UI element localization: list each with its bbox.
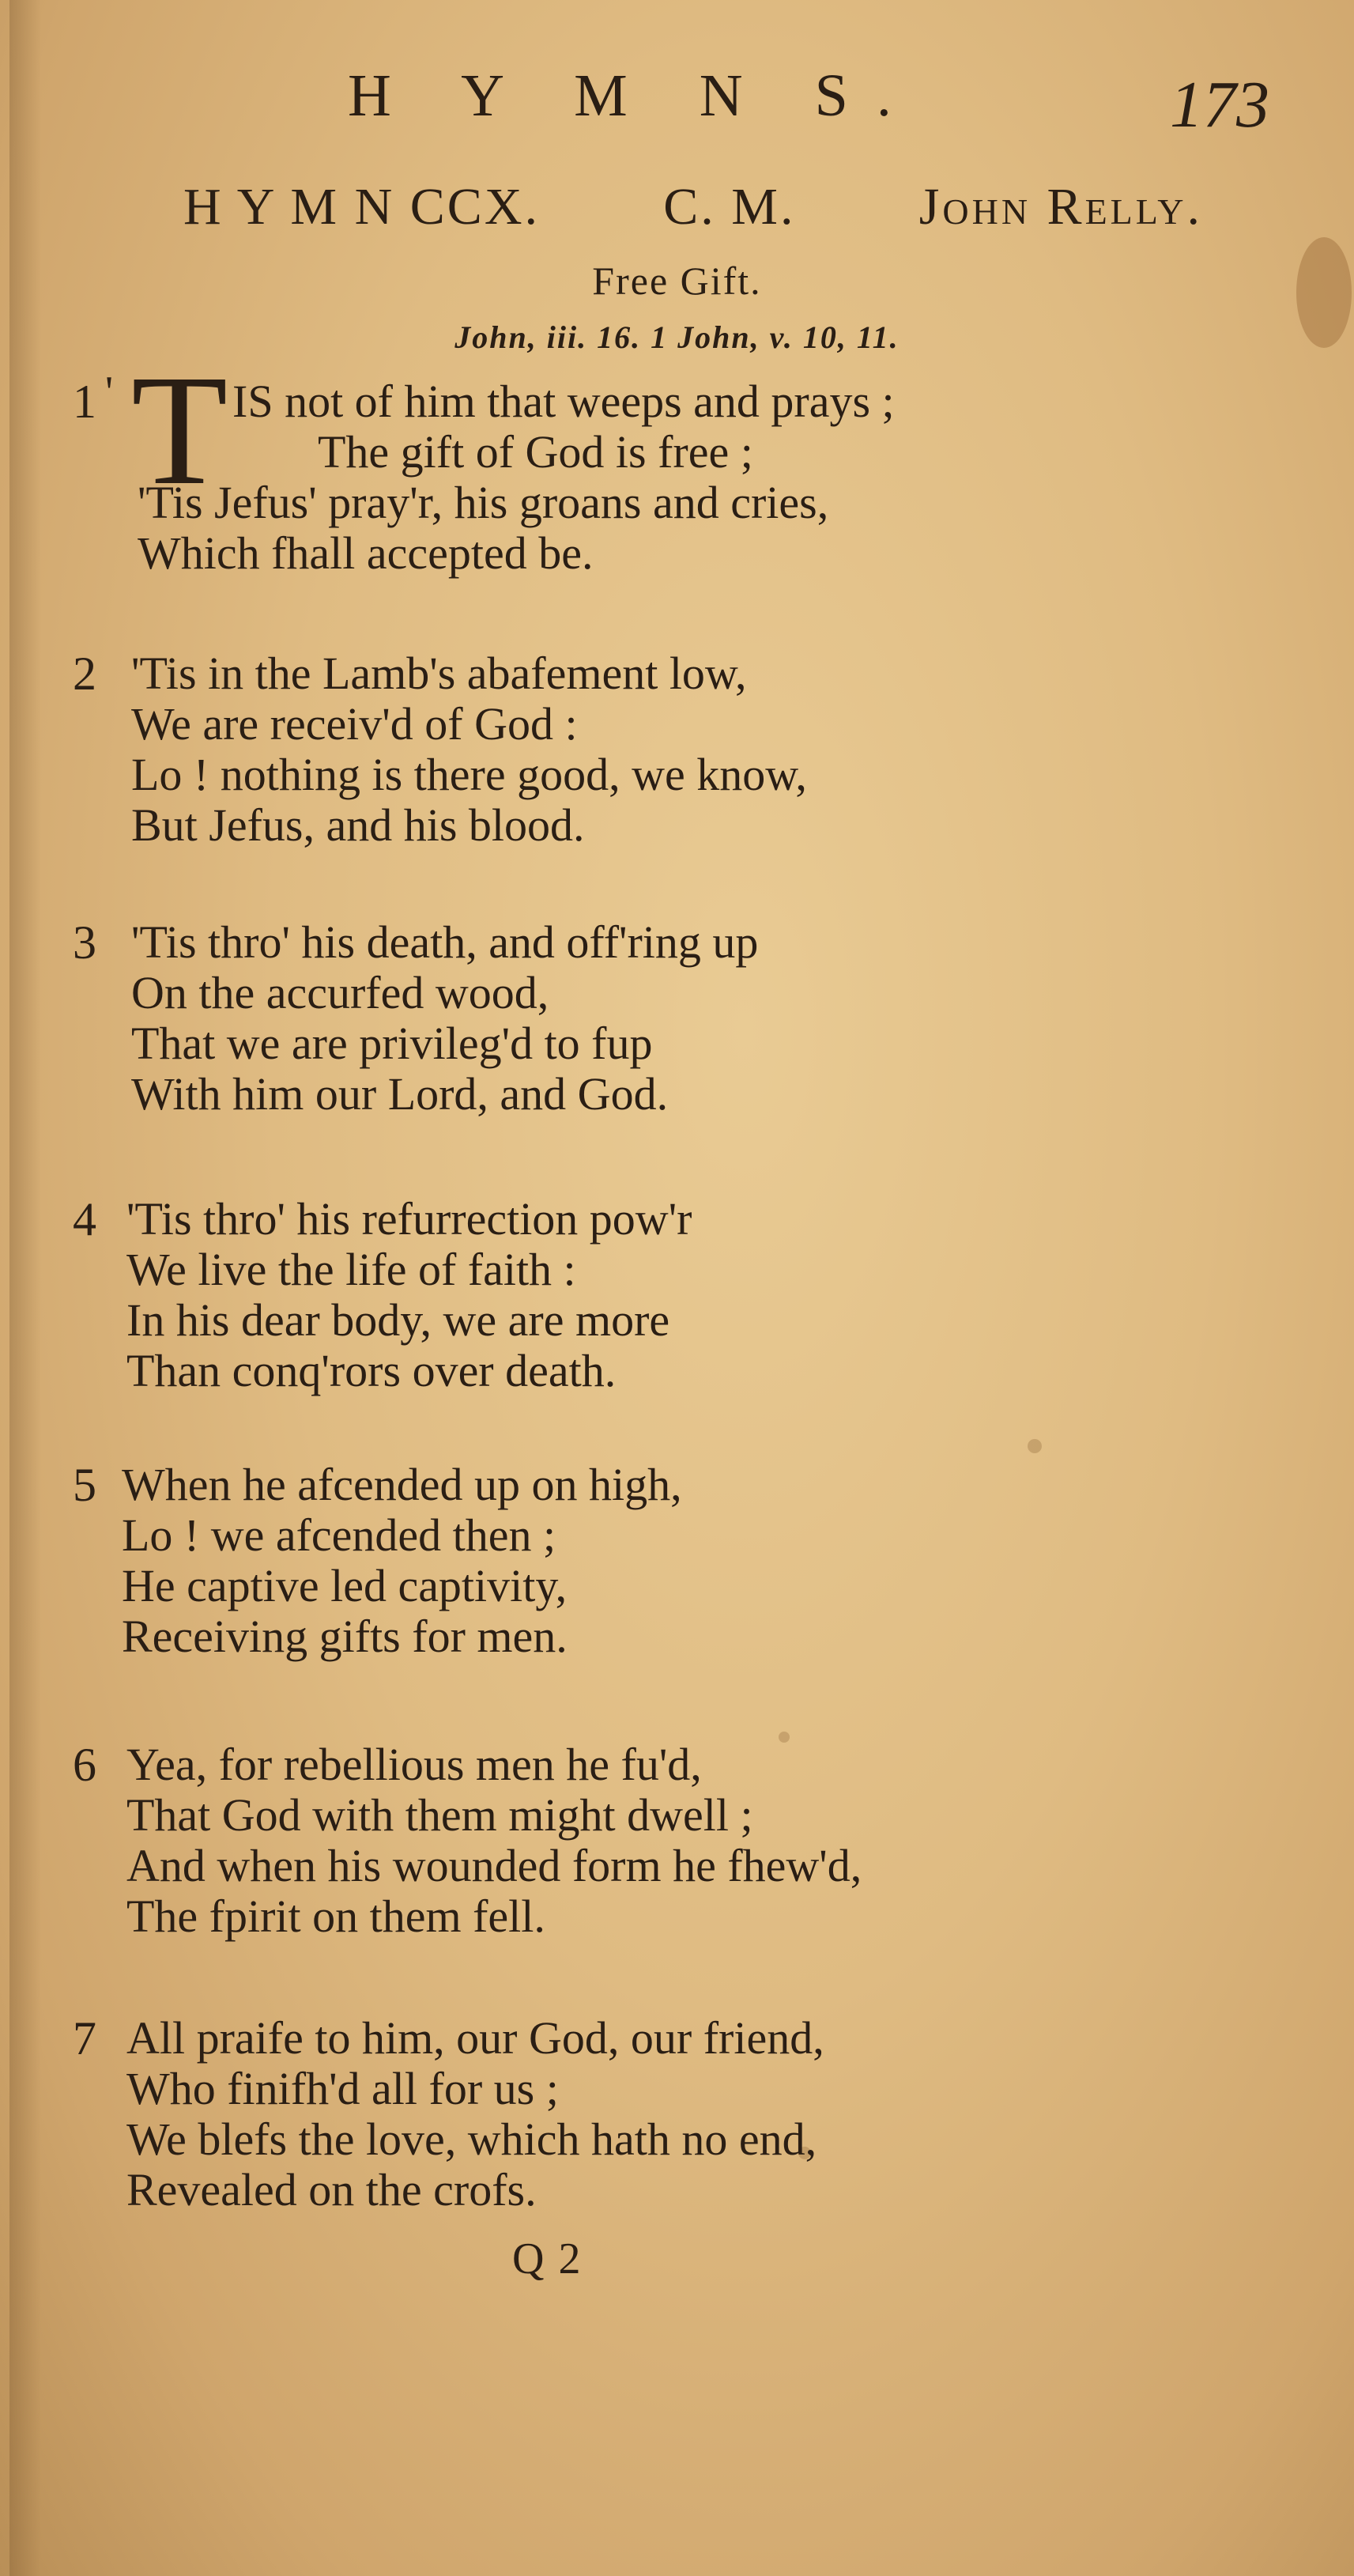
verse-line: Revealed on the crofs. xyxy=(126,2164,537,2215)
hymn-number: H Y M N CCX. xyxy=(183,178,540,236)
verse-number: 3 xyxy=(73,916,96,969)
verse-line: Who finifh'd all for us ; xyxy=(126,2063,559,2114)
verse-line: We are receiv'd of God : xyxy=(131,698,578,750)
hymn-meter: C. M. xyxy=(663,178,796,236)
verse-line: Receiving gifts for men. xyxy=(122,1611,568,1662)
verse-number: 2 xyxy=(73,648,96,700)
verse-line: We blefs the love, which hath no end, xyxy=(126,2113,817,2165)
verse-number: 6 xyxy=(73,1739,96,1791)
verse-line: That we are privileg'd to fup xyxy=(131,1018,653,1069)
hymn-author: John Relly. xyxy=(918,178,1203,236)
verse-line: With him our Lord, and God. xyxy=(131,1068,669,1120)
verse-number: 5 xyxy=(73,1459,96,1511)
verse-number: 7 xyxy=(73,2012,96,2064)
verse-line: On the accurfed wood, xyxy=(131,967,549,1018)
verse-line: The fpirit on them fell. xyxy=(126,1890,545,1942)
hymn-heading-row xyxy=(183,177,1203,237)
verse-line: 'Tis thro' his refurrection pow'r xyxy=(126,1193,692,1245)
verse-line: The gift of God is free ; xyxy=(318,426,753,478)
signature-mark: Q 2 xyxy=(512,2234,583,2283)
verse-line: Than conq'rors over death. xyxy=(126,1345,617,1396)
verse-line: All praife to him, our God, our friend, xyxy=(126,2012,824,2064)
verse-line: When he afcended up on high, xyxy=(122,1459,682,1510)
verse-line: Yea, for rebellious men he fu'd, xyxy=(126,1739,702,1790)
verse-line: And when his wounded form he fhew'd, xyxy=(126,1840,862,1891)
verse-line: That God with them might dwell ; xyxy=(126,1789,753,1841)
verse-line: 'Tis Jefus' pray'r, his groans and cries, xyxy=(138,477,829,528)
running-header: H Y M N S. xyxy=(348,62,920,129)
verse-line: In his dear body, we are more xyxy=(126,1294,670,1346)
verse-number: 4 xyxy=(73,1193,96,1245)
hymn-subtitle: Free Gift. xyxy=(592,259,762,303)
verse-line: But Jefus, and his blood. xyxy=(131,799,585,851)
dropcap-letter: T xyxy=(131,343,228,518)
verse-line: Lo ! we afcended then ; xyxy=(122,1509,556,1561)
verse-line: Lo ! nothing is there good, we know, xyxy=(131,749,807,800)
verse-number: 1 xyxy=(73,376,96,428)
verse-line: Which fhall accepted be. xyxy=(138,527,594,579)
verse-line: He captive led captivity, xyxy=(122,1560,568,1611)
verse-line: IS not of him that weeps and prays ; xyxy=(232,376,895,427)
scripture-reference: John, iii. 16. 1 John, v. 10, 11. xyxy=(454,319,900,355)
verse-line: We live the life of faith : xyxy=(126,1244,576,1295)
page-number: 173 xyxy=(1170,68,1269,142)
verse-line: 'Tis thro' his death, and off'ring up xyxy=(131,916,759,968)
dropcap-apostrophe: ' xyxy=(105,368,114,417)
verse-line: 'Tis in the Lamb's abafement low, xyxy=(131,648,747,699)
